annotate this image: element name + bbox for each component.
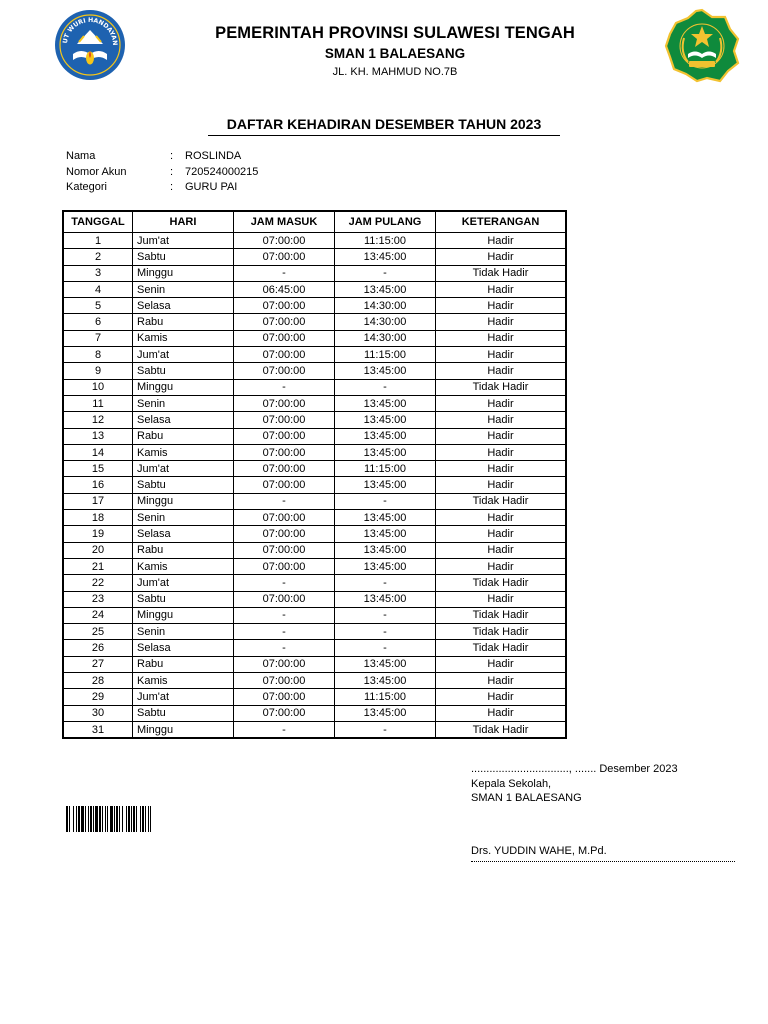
cell-time-in: 07:00:00 — [234, 347, 335, 363]
cell-remarks: Hadir — [436, 233, 567, 249]
cell-remarks: Hadir — [436, 656, 567, 672]
cell-time-out: 13:45:00 — [335, 510, 436, 526]
table-row — [63, 461, 566, 477]
cell-day: Minggu — [133, 379, 234, 395]
column-header-remarks: KETERANGAN — [436, 211, 567, 233]
cell-time-in: - — [234, 721, 335, 738]
table-row — [63, 558, 566, 574]
cell-time-in: 07:00:00 — [234, 526, 335, 542]
cell-date: 18 — [63, 510, 133, 526]
cell-date: 31 — [63, 721, 133, 738]
cell-time-in: 07:00:00 — [234, 249, 335, 265]
table-row — [63, 705, 566, 721]
cell-time-out: 11:15:00 — [335, 461, 436, 477]
cell-day: Kamis — [133, 330, 234, 346]
table-row — [63, 510, 566, 526]
cell-date: 14 — [63, 444, 133, 460]
cell-time-in: 07:00:00 — [234, 689, 335, 705]
cell-time-in: 07:00:00 — [234, 444, 335, 460]
cell-day: Senin — [133, 395, 234, 411]
cell-date: 22 — [63, 575, 133, 591]
cell-date: 28 — [63, 673, 133, 689]
cell-day: Jum'at — [133, 233, 234, 249]
table-row — [63, 347, 566, 363]
cell-day: Selasa — [133, 526, 234, 542]
cell-day: Selasa — [133, 298, 234, 314]
cell-day: Senin — [133, 510, 234, 526]
column-header-time-in: JAM MASUK — [234, 211, 335, 233]
table-row — [63, 249, 566, 265]
cell-day: Kamis — [133, 558, 234, 574]
cell-remarks: Hadir — [436, 412, 567, 428]
attendance-table-body — [63, 233, 566, 739]
cell-remarks: Hadir — [436, 591, 567, 607]
kementerian-agama-logo-icon — [664, 8, 740, 84]
cell-day: Sabtu — [133, 363, 234, 379]
cell-day: Rabu — [133, 314, 234, 330]
cell-date: 4 — [63, 281, 133, 297]
cell-day: Rabu — [133, 656, 234, 672]
cell-time-in: 07:00:00 — [234, 591, 335, 607]
cell-day: Sabtu — [133, 249, 234, 265]
cell-date: 13 — [63, 428, 133, 444]
table-row — [63, 624, 566, 640]
table-row — [63, 395, 566, 411]
cell-date: 1 — [63, 233, 133, 249]
signatory-name: Drs. YUDDIN WAHE, M.Pd. — [471, 845, 607, 857]
cell-date: 23 — [63, 591, 133, 607]
cell-time-in: - — [234, 624, 335, 640]
cell-time-out: 13:45:00 — [335, 558, 436, 574]
cell-remarks: Hadir — [436, 395, 567, 411]
employee-info — [66, 149, 258, 196]
table-row — [63, 428, 566, 444]
cell-time-out: - — [335, 607, 436, 623]
info-row-name — [66, 149, 258, 165]
table-row — [63, 477, 566, 493]
table-row — [63, 721, 566, 738]
cell-date: 9 — [63, 363, 133, 379]
cell-time-in: 07:00:00 — [234, 558, 335, 574]
table-row — [63, 526, 566, 542]
info-separator: : — [170, 150, 174, 162]
cell-remarks: Hadir — [436, 314, 567, 330]
cell-time-out: 13:45:00 — [335, 249, 436, 265]
cell-date: 11 — [63, 395, 133, 411]
cell-time-in: 07:00:00 — [234, 477, 335, 493]
info-label: Nomor Akun — [66, 165, 127, 178]
table-header-row — [63, 211, 566, 233]
cell-time-in: - — [234, 607, 335, 623]
table-row — [63, 591, 566, 607]
cell-remarks: Hadir — [436, 444, 567, 460]
info-label: Nama — [66, 150, 96, 162]
info-label: Kategori — [66, 181, 107, 193]
cell-day: Sabtu — [133, 705, 234, 721]
cell-date: 2 — [63, 249, 133, 265]
cell-date: 5 — [63, 298, 133, 314]
table-row — [63, 379, 566, 395]
info-value: ROSLINDA — [185, 150, 242, 162]
cell-time-in: 07:00:00 — [234, 298, 335, 314]
info-value: GURU PAI — [185, 181, 238, 193]
cell-date: 29 — [63, 689, 133, 705]
cell-date: 3 — [63, 265, 133, 281]
table-row — [63, 265, 566, 281]
government-name: PEMERINTAH PROVINSI SULAWESI TENGAH — [215, 24, 575, 42]
cell-remarks: Tidak Hadir — [436, 493, 567, 509]
table-row — [63, 281, 566, 297]
cell-date: 15 — [63, 461, 133, 477]
cell-time-out: 13:45:00 — [335, 444, 436, 460]
cell-time-out: 13:45:00 — [335, 673, 436, 689]
table-row — [63, 689, 566, 705]
cell-time-out: 13:45:00 — [335, 428, 436, 444]
cell-day: Rabu — [133, 428, 234, 444]
cell-remarks: Hadir — [436, 477, 567, 493]
cell-time-out: - — [335, 379, 436, 395]
column-header-time-out: JAM PULANG — [335, 211, 436, 233]
title-underline — [208, 135, 560, 136]
cell-time-out: 14:30:00 — [335, 298, 436, 314]
cell-remarks: Hadir — [436, 298, 567, 314]
info-separator: : — [170, 181, 174, 193]
cell-remarks: Hadir — [436, 428, 567, 444]
cell-remarks: Hadir — [436, 249, 567, 265]
cell-remarks: Hadir — [436, 347, 567, 363]
cell-day: Selasa — [133, 640, 234, 656]
cell-time-in: 07:00:00 — [234, 542, 335, 558]
cell-remarks: Hadir — [436, 526, 567, 542]
cell-day: Senin — [133, 281, 234, 297]
cell-remarks: Hadir — [436, 461, 567, 477]
school-name: SMAN 1 BALAESANG — [324, 46, 466, 61]
cell-time-out: - — [335, 265, 436, 281]
cell-time-in: 07:00:00 — [234, 314, 335, 330]
cell-time-out: - — [335, 493, 436, 509]
cell-date: 19 — [63, 526, 133, 542]
cell-remarks: Hadir — [436, 542, 567, 558]
table-row — [63, 412, 566, 428]
cell-time-out: 13:45:00 — [335, 395, 436, 411]
svg-text:TUT WURI HANDAYANI: UT WURI HANDAYAN — [61, 16, 119, 46]
cell-remarks: Tidak Hadir — [436, 575, 567, 591]
attendance-table — [62, 210, 567, 739]
cell-time-in: - — [234, 640, 335, 656]
cell-time-in: 07:00:00 — [234, 395, 335, 411]
table-row — [63, 493, 566, 509]
signature-school: SMAN 1 BALAESANG — [471, 792, 582, 804]
cell-remarks: Hadir — [436, 330, 567, 346]
cell-time-out: 13:45:00 — [335, 363, 436, 379]
signature-role: Kepala Sekolah, — [471, 777, 552, 790]
letterhead — [130, 24, 660, 78]
cell-day: Minggu — [133, 721, 234, 738]
cell-time-in: 07:00:00 — [234, 428, 335, 444]
cell-remarks: Tidak Hadir — [436, 721, 567, 738]
cell-remarks: Hadir — [436, 363, 567, 379]
cell-time-out: 13:45:00 — [335, 281, 436, 297]
cell-time-in: 07:00:00 — [234, 656, 335, 672]
cell-time-in: 07:00:00 — [234, 461, 335, 477]
signature-block — [471, 762, 678, 806]
cell-day: Minggu — [133, 493, 234, 509]
barcode-icon — [66, 806, 208, 832]
info-row-account — [66, 165, 258, 181]
cell-day: Sabtu — [133, 591, 234, 607]
cell-day: Selasa — [133, 412, 234, 428]
cell-day: Sabtu — [133, 477, 234, 493]
cell-day: Jum'at — [133, 461, 234, 477]
cell-time-out: 13:45:00 — [335, 412, 436, 428]
signature-place-date: ................................, ....... Desember 2023 — [471, 763, 678, 775]
table-row — [63, 233, 566, 249]
cell-date: 17 — [63, 493, 133, 509]
cell-date: 30 — [63, 705, 133, 721]
cell-day: Jum'at — [133, 347, 234, 363]
cell-date: 21 — [63, 558, 133, 574]
cell-time-in: - — [234, 379, 335, 395]
cell-time-out: 14:30:00 — [335, 314, 436, 330]
cell-time-out: 11:15:00 — [335, 233, 436, 249]
cell-time-out: 13:45:00 — [335, 591, 436, 607]
cell-date: 16 — [63, 477, 133, 493]
cell-date: 12 — [63, 412, 133, 428]
cell-time-in: 07:00:00 — [234, 510, 335, 526]
table-row — [63, 363, 566, 379]
cell-time-in: 07:00:00 — [234, 705, 335, 721]
signature-line — [471, 861, 735, 862]
info-value: 720524000215 — [185, 165, 259, 178]
cell-date: 26 — [63, 640, 133, 656]
cell-date: 7 — [63, 330, 133, 346]
cell-remarks: Hadir — [436, 558, 567, 574]
cell-remarks: Tidak Hadir — [436, 607, 567, 623]
cell-time-in: 07:00:00 — [234, 233, 335, 249]
cell-day: Kamis — [133, 673, 234, 689]
cell-date: 24 — [63, 607, 133, 623]
cell-time-out: 11:15:00 — [335, 347, 436, 363]
cell-remarks: Hadir — [436, 281, 567, 297]
cell-day: Kamis — [133, 444, 234, 460]
cell-day: Rabu — [133, 542, 234, 558]
cell-time-out: - — [335, 640, 436, 656]
cell-remarks: Hadir — [436, 510, 567, 526]
table-row — [63, 330, 566, 346]
info-row-category — [66, 180, 258, 196]
cell-remarks: Tidak Hadir — [436, 265, 567, 281]
info-separator: : — [170, 165, 174, 178]
cell-time-in: - — [234, 265, 335, 281]
cell-remarks: Tidak Hadir — [436, 379, 567, 395]
table-row — [63, 298, 566, 314]
cell-remarks: Hadir — [436, 705, 567, 721]
cell-time-out: 13:45:00 — [335, 656, 436, 672]
cell-remarks: Tidak Hadir — [436, 640, 567, 656]
table-row — [63, 673, 566, 689]
cell-time-out: 13:45:00 — [335, 542, 436, 558]
cell-time-out: 14:30:00 — [335, 330, 436, 346]
column-header-date: TANGGAL — [63, 211, 133, 233]
cell-day: Jum'at — [133, 575, 234, 591]
cell-time-in: 06:45:00 — [234, 281, 335, 297]
cell-time-in: - — [234, 575, 335, 591]
table-row — [63, 444, 566, 460]
cell-time-in: 07:00:00 — [234, 673, 335, 689]
table-row — [63, 575, 566, 591]
cell-time-out: - — [335, 624, 436, 640]
cell-date: 6 — [63, 314, 133, 330]
table-row — [63, 656, 566, 672]
cell-day: Minggu — [133, 607, 234, 623]
cell-remarks: Hadir — [436, 673, 567, 689]
school-address: JL. KH. MAHMUD NO.7B — [332, 66, 458, 78]
tut-wuri-handayani-logo-icon — [53, 8, 127, 82]
cell-time-out: 13:45:00 — [335, 477, 436, 493]
cell-day: Senin — [133, 624, 234, 640]
cell-time-out: 11:15:00 — [335, 689, 436, 705]
cell-remarks: Hadir — [436, 689, 567, 705]
table-row — [63, 607, 566, 623]
cell-time-in: 07:00:00 — [234, 412, 335, 428]
cell-date: 8 — [63, 347, 133, 363]
cell-time-out: - — [335, 721, 436, 738]
column-header-day: HARI — [133, 211, 234, 233]
cell-time-in: 07:00:00 — [234, 363, 335, 379]
cell-time-in: 07:00:00 — [234, 330, 335, 346]
cell-remarks: Tidak Hadir — [436, 624, 567, 640]
table-row — [63, 640, 566, 656]
table-row — [63, 542, 566, 558]
cell-date: 27 — [63, 656, 133, 672]
cell-time-out: 13:45:00 — [335, 526, 436, 542]
cell-time-in: - — [234, 493, 335, 509]
cell-date: 25 — [63, 624, 133, 640]
cell-date: 10 — [63, 379, 133, 395]
cell-date: 20 — [63, 542, 133, 558]
cell-time-out: - — [335, 575, 436, 591]
document-title: DAFTAR KEHADIRAN DESEMBER TAHUN 2023 — [226, 116, 542, 132]
table-row — [63, 314, 566, 330]
cell-day: Jum'at — [133, 689, 234, 705]
cell-day: Minggu — [133, 265, 234, 281]
cell-time-out: 13:45:00 — [335, 705, 436, 721]
